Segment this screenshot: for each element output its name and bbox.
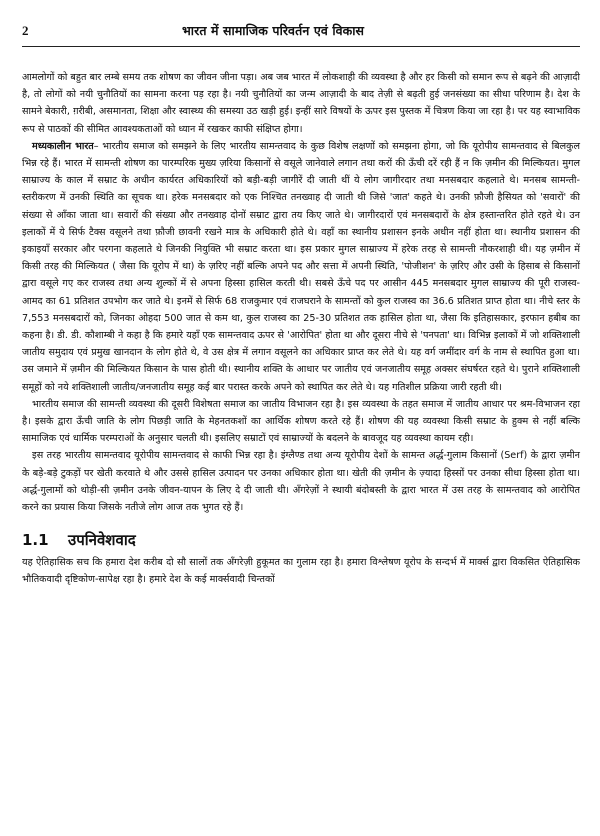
running-title: भारत में सामाजिक परिवर्तन एवं विकास	[182, 23, 365, 38]
paragraph-caste-system	[22, 396, 580, 448]
section-heading	[22, 530, 580, 550]
section-number: 1.1	[22, 531, 49, 550]
paragraph-text: आमलोगों को बहुत बार लम्बे समय तक शोषण का जीवन जीना पड़ा। अब जब भारत में लोकशाही की व्यवस्था है और हर किसी को समान रूप से बढ़ने की आज़ादी है, तो लोगों को नयी चुनौतियों का सामना करना पड़ रहा है। नयी चुनौतियों का जन्म आज़ादी के बाद तेज़ी से बढ़ती हुई जनसंख्या का सीधा परिणाम है। देश के सामने बेकारी, ग़रीबी, असमानता, शिक्षा और स्वास्थ्य की समस्या उठ खड़ी हुई। इन्हीं सारे विषयों के ऊपर इस पुस्तक में चित्रण किया जा रहा है। पर यह स्वाभाविक रूप से पाठकों की सीमित आवश्यकताओं को ध्यान में रखकर काफी संक्षिप्त होगा।	[22, 72, 581, 135]
paragraph-text: इस तरह भारतीय सामन्तवाद यूरोपीय सामन्तवाद से काफी भिन्न रहा है। इंग्लैण्ड तथा अन्य यूरोपीय देशों के सामन्त अर्द्ध-गुलाम किसानों (Serf) के द्वारा ज़मीन के बड़े-बड़े टुकड़ों पर खेती करवाते थे और उससे हासिल उत्पादन पर उनका अधिकार होता था। खेती की ज़मीन के ज़्यादा हिस्सों पर उनका सीधा हिस्सा होता था। अर्द्ध-गुलामों को थोड़ी-सी ज़मीन उनके जीवन-यापन के लिए दे दी जाती थी। अँगरेज़ों ने स्थायी बंदोबस्ती के द्वारा भारत में उस तरह के सामन्तवाद को आरोपित करने का प्रयास किया जिसके नतीजे लोग आज तक भुगत रहे हैं।	[22, 450, 580, 514]
page-header	[22, 22, 580, 47]
paragraph-intro	[22, 69, 580, 138]
page-number: 2	[22, 23, 29, 38]
body-text	[22, 69, 580, 516]
paragraph-european-feudalism	[22, 447, 580, 516]
section-title: उपनिवेशवाद	[68, 531, 136, 550]
paragraph-lead: मध्यकालीन भारत	[32, 140, 94, 152]
paragraph-text: भारतीय समाज की सामन्ती व्यवस्था की दूसरी विशेषता समाज का जातीय विभाजन रहा है। इस व्यवस्था के तहत समाज में जातीय आधार पर श्रम-विभाजन रहा है। इसके द्वारा ऊँची जाति के लोग पिछड़ी जाति के मेहनतकशों का आर्थिक शोषण करते रहे हैं। शोषण की यह व्यवस्था किसी सम्राट के हुक्म से नहीं बल्कि सामाजिक एवं धार्मिक परम्पराओं के अनुसार चलती थी। इसलिए सम्राटों एवं साम्राज्यों के बदलने के बावजूद यह व्यवस्था कायम रही।	[22, 398, 580, 445]
paragraph-medieval-india	[22, 138, 580, 396]
paragraph-text: – भारतीय समाज को समझने के लिए भारतीय सामन्तवाद के कुछ विशेष लक्षणों को समझना होगा, जो कि यूरोपीय सामन्तवाद से बिलकुल भिन्न रहे हैं। भारत में सामन्ती शोषण का पारम्परिक मुख्य ज़रिया किसानों से वसूले जानेवाले लगान तथा करों की ऊँची दरें रही हैं न कि ज़मीन की मिल्कियत। मुगल साम्राज्य के काल में सम्राट के अधीन कार्यरत अधिकारियों को बड़ी-बड़ी जागीरें दी जाती थीं ये लोग जागीरदार तथा मनसबदार कहलाते थे। मनसब सामन्ती-स्तरीकरण में उनकी स्थिति का सूचक था। हरेक मनसबदार को एक निश्चित तनख्वाह दी जाती थी जिसे 'जात' कहते थे। उनकी फ़ौजी हैसियत को 'सवारों' की संख्या से आँका जाता था। सवारों की संख्या और तनख्वाह दोनों सम्राट द्वारा तय किए जाते थे। जागीरदारों एवं मनसबदारों के क्षेत्र हस्तान्तरित होते रहते थे। उन इलाकों में ये सिर्फ टैक्स वसूलने तथा फ़ौजी छावनी रखने मात्र के अधिकारी होते थे। वहाँ का स्थानीय प्रशासन इनके अधीन नहीं होता था। स्थानीय प्रशासन की इकाइयाँ सरकार और परगना कहलाते थे जिनकी नियुक्ति भी सम्राट करता था। इस प्रकार मुगल साम्राज्य में हरेक तरह से सामन्ती नौकरशाही थी। यह ज़मीन में किसी तरह की मिल्कियत ( जैसा कि यूरोप में था) के ज़रिए नहीं बल्कि अपने पद और सत्ता में अपनी स्थिति, 'पोजीशन' के ज़रिए और उसी के हिसाब से किसानों द्वारा वसूले गए कर राजस्व तथा अन्य शुल्कों में से अपना हिस्सा हासिल करती थी। सबसे ऊँचे पद पर आसीन 445 मनसबदार मुगल साम्राज्य की पूरी राजस्व-आमद का 61 प्रतिशत उपभोग कर जाते थे। इनमें से सिर्फ 68 राजकुमार एवं राजघराने के सामन्तों को कुल राजस्व का 36.6 प्रतिशत प्राप्त होता था। नीचे स्तर के 7,553 मनसबदारों को, जिनका ओहदा 500 जात से कम था, कुल राजस्व का 25-30 प्रतिशत तक हासिल होता था, जैसा कि इतिहासकार, इरफान हबीब का कहना है। डी. डी. कौशाम्बी ने कहा है कि हमारे यहाँ एक सामन्तवाद ऊपर से 'आरोपित' होता था और दूसरा नीचे से 'पनपता' था। विभिन्न इलाकों में जो शक्तिशाली जातीय समुदाय एवं प्रमुख खानदान के लोग होते थे, वे उस क्षेत्र में लगान वसूलने का अधिकार प्राप्त कर लेते थे। यह वर्ग जमींदार वर्ग के नाम से स्थापित हुआ था। उस जमाने में ज़मीन की मिल्कियत किसान के पास होती थी। स्थानीय शक्ति के आधार पर जातीय एवं जनजातीय समूह अक्सर संघर्षरत रहते थे। पुराने शक्तिशाली समूहों को नये शक्तिशाली जातीय/जनजातीय समूह कई बार परास्त करके अपने को स्थापित कर लेते थे। यह गतिशील प्रक्रिया जारी रहती थी।	[22, 140, 580, 393]
section-text: यह ऐतिहासिक सच कि हमारा देश करीब दो सौ सालों तक अँगरेज़ी हुकूमत का गुलाम रहा है। हमारा विश्लेषण यूरोप के सन्दर्भ में मार्क्स द्वारा विकसित ऐतिहासिक भौतिकवादी दृष्टिकोण-सापेक्ष रहा है। हमारे देश के कई मार्क्सवादी चिन्तकों	[22, 557, 580, 586]
